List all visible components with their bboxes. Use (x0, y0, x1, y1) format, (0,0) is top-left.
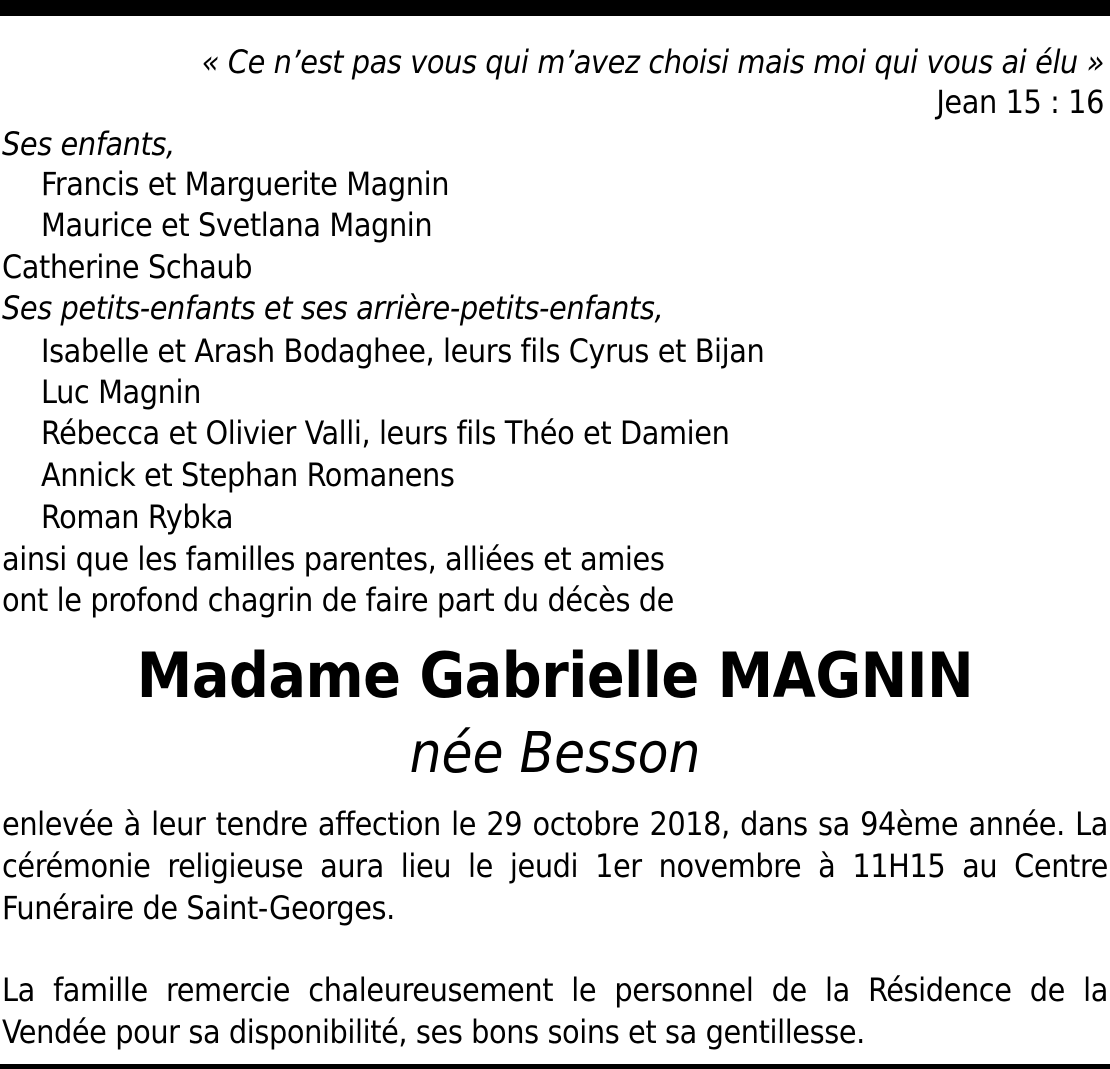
children-heading: Ses enfants, (2, 125, 175, 163)
epigraph-reference: Jean 15 : 16 (936, 83, 1104, 121)
grandchildren-name: Annick et Stephan Romanens (41, 456, 455, 494)
grandchildren-heading: Ses petits-enfants et ses arrière-petits-enfants, (2, 289, 664, 327)
announcement-line: ont le profond chagrin de faire part du décès de (2, 581, 675, 619)
epigraph-quote: « Ce n’est pas vous qui m’avez choisi mais moi qui vous ai élu » (201, 43, 1104, 81)
other-relative: Catherine Schaub (2, 248, 253, 286)
top-border-rule (0, 0, 1110, 16)
bottom-border-rule (0, 1064, 1110, 1069)
families-line: ainsi que les familles parentes, alliées et amies (2, 540, 665, 578)
ceremony-paragraph: enlevée à leur tendre affection le 29 octobre 2018, dans sa 94ème année. La cérémonie religieuse aura lieu le jeudi 1er novembre à 11H15 au Centre Funéraire de Saint-Georges. (2, 805, 1108, 927)
grandchildren-name: Rébecca et Olivier Valli, leurs fils Théo et Damien (41, 414, 730, 452)
grandchildren-name: Luc Magnin (41, 373, 201, 411)
thanks-paragraph: La famille remercie chaleureusement le personnel de la Résidence de la Vendée pour sa disponibilité, ses bons soins et sa gentillesse. (2, 971, 1108, 1051)
children-name: Maurice et Svetlana Magnin (41, 206, 433, 244)
deceased-name: Madame Gabrielle MAGNIN (136, 639, 974, 712)
grandchildren-name: Isabelle et Arash Bodaghee, leurs fils Cyrus et Bijan (41, 332, 765, 370)
children-name: Francis et Marguerite Magnin (41, 165, 450, 203)
grandchildren-name: Roman Rybka (41, 498, 234, 536)
deceased-maiden-name: née Besson (409, 721, 701, 786)
